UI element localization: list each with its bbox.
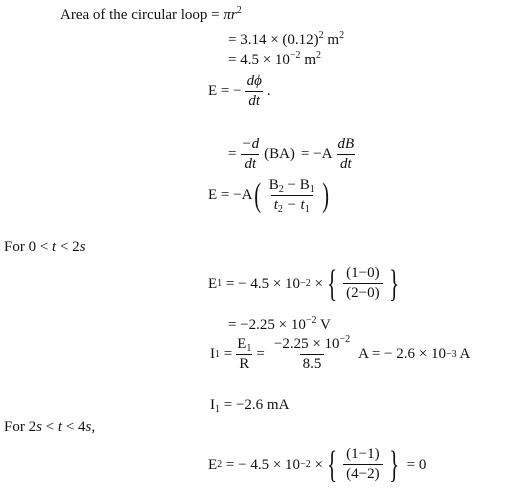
radius-exponent: 2 [236,5,242,16]
i1-value-denominator: 8.5 [300,354,325,373]
b2-sub: 2 [278,184,284,195]
t1-sub: 1 [304,203,310,215]
dphi-numerator: dϕ [246,73,262,89]
frac-e1: E [237,336,247,352]
neg-d-dt-fraction [238,137,262,173]
db-numerator: dB [337,136,355,152]
i1-result: A = − 2.6 × 10 [355,346,446,363]
i1-final-sub: 1 [215,404,220,415]
i1-equals: = [220,346,233,363]
e2-times: × [310,456,323,473]
i1-final-value: = −2.6 mA [220,397,290,413]
area-label: Area of the circular loop = [60,7,220,23]
dt-denominator-3: dt [339,155,352,172]
e1-denominator: (2−0) [343,283,382,302]
e1-volts-unit: V [316,317,331,333]
case-2-label-b: < [41,419,58,435]
b-minus: − B [283,177,310,193]
emf-lhs: E = − [208,83,242,100]
case-1-t: t [52,239,57,255]
dt-denominator-2: dt [244,155,257,172]
e1-rhs: = − 4.5 × 10 [222,275,301,292]
area-step-1-unit-exponent: 2 [339,30,345,41]
area-step-2-value: = 4.5 × 10 [228,52,290,68]
i1-equals-b: = [256,346,265,363]
case-2-label-c: < 4 [62,419,86,435]
area-step-2-unit-exponent: 2 [315,50,321,61]
e2-numerator: (1−1) [346,446,380,463]
emf-expansion-equals: = [228,146,237,163]
area-step-1-exponent: 2 [318,30,324,41]
e2-denominator: (4−2) [343,464,382,483]
frac-r: R [236,354,252,373]
i1-equation: I 1 = $\frac{E_1}{R}$ = $\frac{-2.25 \times 10^{-2}}{8.5}$ A = − 2.6 × 10 −3 A [210,334,471,372]
area-step-2-exponent: −2 [289,50,301,61]
e1-numerator: (1−0) [346,265,380,282]
e1-equation: E 1 = − 4.5 × 10 −2 × { $\frac{(1-0)}{(2-0)}$ } [208,265,403,303]
case-2-label [4,420,95,435]
e1-volts-exponent: −2 [305,315,317,326]
e1-volts-value: = −2.25 × 10 [228,317,306,333]
t-minus: − t [282,196,305,213]
area-step-2-unit: m [300,52,316,68]
b-over-t-fraction [266,178,318,214]
emf-formula [208,178,331,214]
i1-value-numerator: −2.25 × 10 [273,336,340,352]
db-dt-fraction [334,137,357,173]
ba-product: (BA) [264,146,295,163]
i1-value-fraction [271,334,353,373]
emf-formula-lhs: E = −A [208,187,253,204]
i1-symbol: I [210,346,215,363]
i1-final [210,398,289,413]
e1-brace: { $\frac{(1-0)}{(2-0)}$ } [327,263,399,305]
area-step-2 [228,50,321,68]
e2-fraction [343,447,382,483]
dt-denominator: dt [248,92,261,109]
e2-equation: E 2 = − 4.5 × 10 −2 × { $\frac{(1-1)}{(4-2)}$ } = 0 [208,444,427,486]
frac-e1-sub: 1 [246,343,252,354]
neg-d-numerator: −d [241,136,260,152]
e1-times: × [310,275,323,292]
case-1-s: s [79,239,86,255]
e2-symbol: E [208,456,218,473]
case-2-label-a: For 2 [4,419,37,435]
emf-derivative-fraction [244,74,265,110]
e1-over-r-fraction [234,337,254,373]
case-2-t: t [57,419,63,435]
case-2-label-d: , [91,419,96,435]
area-step-1-unit: m [323,32,340,48]
area-step-1-value: = 3.14 × (0.12) [228,32,319,48]
t2-symbol: t [273,196,278,213]
e1-symbol: E [208,275,218,292]
i1-result-unit: A [456,346,471,363]
emf-expansion [228,137,359,173]
e2-brace: { $\frac{(1-1)}{(4-2)}$ } [327,444,399,486]
case-1-label [4,240,86,255]
area-step-1 [228,30,345,48]
e2-result: = 0 [402,456,427,473]
e1-fraction [343,266,382,302]
pi-symbol: π [223,7,231,23]
case-1-label-a: For 0 < [4,239,53,255]
area-line [60,5,242,23]
case-2-s1: s [36,419,42,435]
i1-final-symbol: I [210,397,215,413]
case-1-label-b: < 2 [56,239,80,255]
emf-definition [208,74,271,110]
e2-rhs: = − 4.5 × 10 [222,456,301,473]
case-2-s2: s [85,419,92,435]
t2-sub: 2 [277,203,283,215]
radius-symbol: r [230,7,237,23]
emf-period: . [266,83,271,100]
emf-formula-paren: ( $\frac{B_2 - B_1}{t_2 - t_1}$ ) [254,176,329,215]
i1-value-numerator-exponent: −2 [339,334,351,345]
b1-sub: 1 [309,184,315,195]
emf-expansion-mid: = −A [300,146,333,163]
b2-symbol: B [268,177,279,193]
e1-volts [228,315,331,333]
